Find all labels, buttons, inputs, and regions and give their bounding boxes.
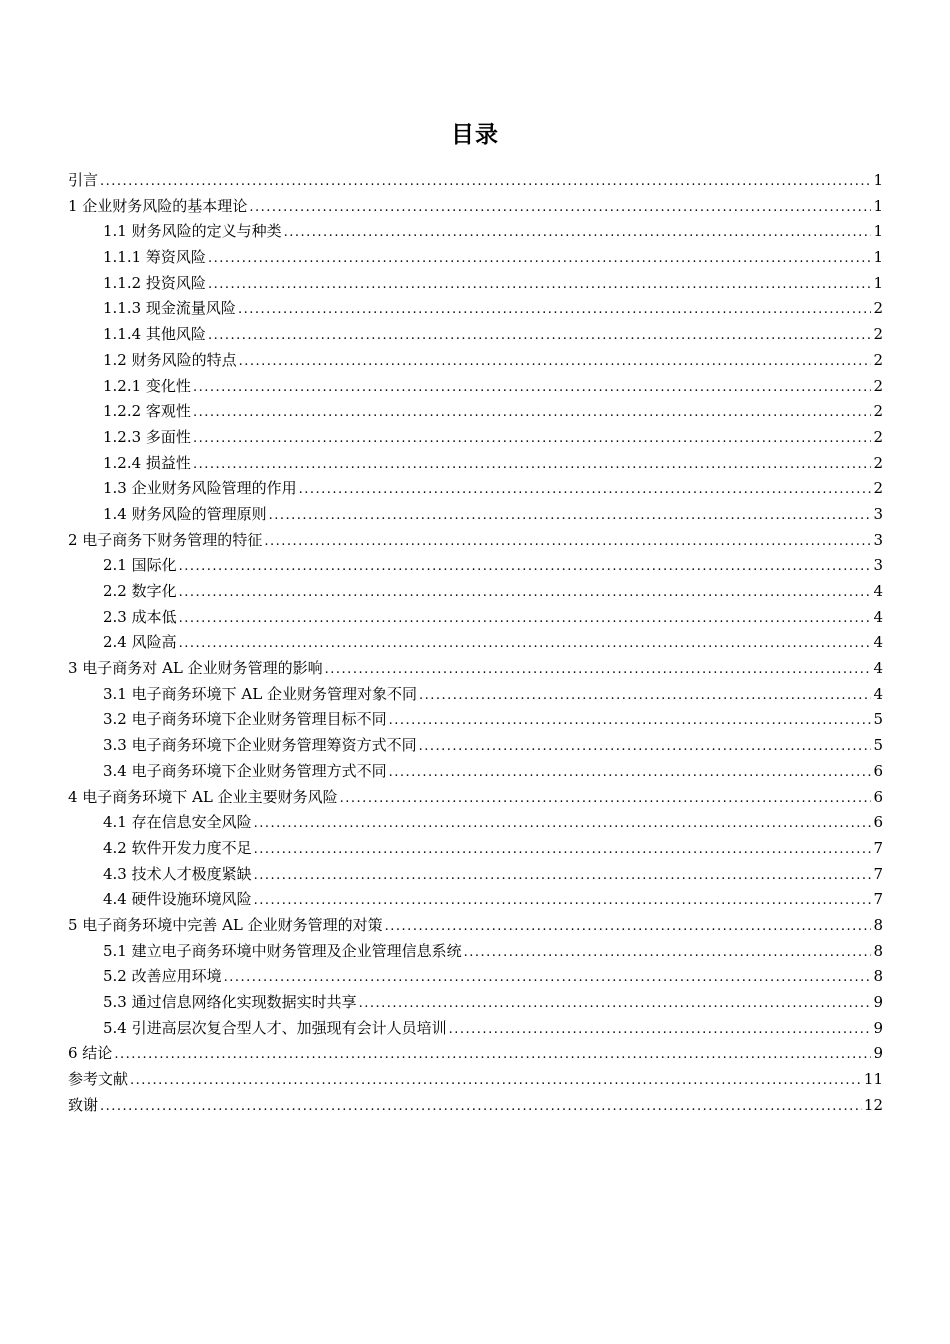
toc-dot-leader — [419, 734, 872, 760]
toc-dot-leader — [340, 786, 872, 812]
toc-dot-leader — [100, 1094, 862, 1120]
toc-dot-leader — [100, 169, 871, 195]
toc-dot-leader — [193, 400, 872, 426]
toc-entry-label: 1.2.4 损益性 — [103, 453, 191, 472]
toc-dot-leader — [239, 349, 872, 375]
toc-entry-label: 4 电子商务环境下 AL 企业主要财务风险 — [68, 787, 338, 806]
toc-entry[interactable] — [68, 219, 883, 245]
toc-entry[interactable] — [68, 194, 883, 220]
toc-dot-leader — [254, 863, 872, 889]
toc-entry-page: 9 — [873, 1018, 883, 1037]
toc-entry[interactable] — [68, 1067, 883, 1093]
toc-entry-page: 1 — [873, 222, 883, 241]
toc-entry-label: 引言 — [68, 171, 99, 189]
toc-entry[interactable] — [68, 605, 883, 631]
toc-entry[interactable] — [68, 528, 883, 554]
toc-entry[interactable] — [68, 836, 883, 862]
toc-dot-leader — [389, 760, 872, 786]
toc-entry[interactable] — [68, 1041, 883, 1067]
toc-dot-leader — [264, 529, 871, 555]
toc-entry-label: 5.3 通过信息网络化实现数据实时共享 — [103, 993, 357, 1011]
toc-entry-page: 1 — [873, 196, 883, 215]
toc-entry[interactable] — [68, 1016, 883, 1042]
toc-entry-label: 2 电子商务下财务管理的特征 — [68, 530, 263, 549]
toc-list — [68, 168, 883, 1118]
toc-entry-label: 5.4 引进高层次复合型人才、加强现有会计人员培训 — [103, 1018, 447, 1037]
toc-entry[interactable] — [68, 682, 883, 708]
toc-entry-page: 9 — [873, 1044, 883, 1063]
toc-entry-page: 2 — [873, 453, 883, 472]
toc-entry-page: 1 — [873, 171, 883, 189]
toc-dot-leader — [254, 888, 872, 914]
toc-dot-leader — [238, 297, 872, 323]
toc-dot-leader — [254, 811, 872, 837]
toc-entry-page: 4 — [873, 607, 883, 626]
page-title: 目录 — [451, 122, 499, 148]
toc-entry-label: 3 电子商务对 AL 企业财务管理的影响 — [68, 659, 323, 678]
toc-entry[interactable] — [68, 476, 883, 502]
toc-entry-label: 1.1.2 投资风险 — [103, 273, 206, 292]
toc-entry-label: 4.2 软件开发力度不足 — [103, 838, 252, 857]
toc-dot-leader — [193, 375, 872, 401]
toc-entry-label: 1.1.4 其他风险 — [103, 325, 206, 344]
toc-entry[interactable] — [68, 451, 883, 477]
toc-entry-label: 2.4 风险高 — [103, 633, 177, 652]
toc-entry-page: 2 — [873, 376, 883, 395]
toc-entry[interactable] — [68, 1093, 883, 1119]
toc-entry[interactable] — [68, 296, 883, 322]
toc-entry[interactable] — [68, 862, 883, 888]
toc-entry[interactable] — [68, 399, 883, 425]
toc-dot-leader — [179, 554, 872, 580]
toc-entry-page: 5 — [873, 736, 883, 755]
toc-entry[interactable] — [68, 707, 883, 733]
toc-entry-label: 1.2.1 变化性 — [103, 376, 191, 395]
toc-entry-page: 5 — [873, 710, 883, 729]
toc-entry-page: 3 — [873, 504, 883, 523]
toc-entry-page: 2 — [873, 350, 883, 369]
toc-entry[interactable] — [68, 374, 883, 400]
toc-dot-leader — [224, 965, 872, 991]
toc-dot-leader — [179, 631, 872, 657]
toc-entry-label: 2.3 成本低 — [103, 607, 177, 626]
toc-entry-page: 2 — [873, 325, 883, 344]
toc-entry-label: 3.1 电子商务环境下 AL 企业财务管理对象不同 — [103, 684, 417, 703]
toc-dot-leader — [130, 1068, 862, 1094]
toc-entry-page: 6 — [873, 787, 883, 806]
toc-entry-label: 3.2 电子商务环境下企业财务管理目标不同 — [103, 710, 387, 729]
toc-entry-page: 3 — [873, 530, 883, 549]
toc-entry-page: 4 — [873, 659, 883, 678]
toc-entry-page: 2 — [873, 402, 883, 421]
toc-dot-leader — [299, 477, 872, 503]
toc-entry-page: 4 — [873, 633, 883, 652]
toc-dot-leader — [254, 837, 872, 863]
toc-entry-label: 1.1 财务风险的定义与种类 — [103, 222, 282, 241]
toc-entry-label: 6 结论 — [68, 1044, 113, 1063]
toc-entry-label: 5 电子商务环境中完善 AL 企业财务管理的对策 — [68, 915, 383, 934]
toc-entry[interactable] — [68, 630, 883, 656]
toc-dot-leader — [179, 580, 872, 606]
toc-dot-leader — [114, 1042, 871, 1068]
toc-dot-leader — [269, 503, 872, 529]
toc-entry[interactable] — [68, 271, 883, 297]
toc-entry-page: 1 — [873, 273, 883, 292]
toc-entry[interactable] — [68, 656, 883, 682]
toc-entry-label: 5.1 建立电子商务环境中财务管理及企业管理信息系统 — [103, 941, 462, 960]
toc-entry-label: 4.4 硬件设施环境风险 — [103, 890, 252, 909]
toc-entry-page: 8 — [873, 915, 883, 934]
toc-dot-leader — [179, 606, 872, 632]
toc-entry-page: 7 — [873, 890, 883, 909]
toc-entry[interactable] — [68, 939, 883, 965]
toc-entry[interactable] — [68, 425, 883, 451]
toc-dot-leader — [284, 220, 872, 246]
toc-dot-leader — [359, 991, 872, 1017]
toc-entry-page: 9 — [873, 993, 883, 1011]
toc-entry[interactable] — [68, 553, 883, 579]
toc-entry[interactable] — [68, 785, 883, 811]
toc-entry[interactable] — [68, 759, 883, 785]
toc-entry-page: 8 — [873, 967, 883, 986]
toc-entry-label: 2.1 国际化 — [103, 556, 177, 575]
toc-dot-leader — [325, 657, 872, 683]
toc-entry-label: 致谢 — [68, 1095, 99, 1114]
toc-entry-label: 5.2 改善应用环境 — [103, 967, 222, 986]
toc-entry-page: 2 — [873, 299, 883, 318]
toc-entry-label: 3.3 电子商务环境下企业财务管理筹资方式不同 — [103, 736, 417, 755]
toc-entry-page: 6 — [873, 761, 883, 780]
toc-entry[interactable] — [68, 348, 883, 374]
toc-entry-page: 8 — [873, 941, 883, 960]
toc-entry-label: 4.1 存在信息安全风险 — [103, 813, 252, 832]
toc-dot-leader — [385, 914, 872, 940]
toc-entry[interactable] — [68, 733, 883, 759]
toc-entry-label: 1.2.2 客观性 — [103, 402, 191, 421]
toc-dot-leader — [449, 1017, 872, 1043]
toc-entry[interactable] — [68, 502, 883, 528]
toc-entry[interactable] — [68, 245, 883, 271]
toc-entry[interactable] — [68, 322, 883, 348]
toc-entry[interactable] — [68, 990, 883, 1016]
toc-entry-page: 2 — [873, 427, 883, 446]
toc-entry[interactable] — [68, 913, 883, 939]
toc-entry-label: 2.2 数字化 — [103, 582, 177, 600]
toc-dot-leader — [208, 246, 872, 272]
toc-entry-label: 1.2.3 多面性 — [103, 427, 191, 446]
toc-entry-page: 1 — [873, 248, 883, 267]
toc-dot-leader — [208, 323, 872, 349]
toc-entry-label: 4.3 技术人才极度紧缺 — [103, 864, 252, 883]
toc-entry-page: 6 — [873, 813, 883, 832]
toc-entry-label: 1.4 财务风险的管理原则 — [103, 504, 267, 523]
toc-dot-leader — [208, 272, 872, 298]
toc-entry[interactable] — [68, 810, 883, 836]
toc-entry-label: 1.2 财务风险的特点 — [103, 350, 237, 369]
toc-entry-label: 1.1.3 现金流量风险 — [103, 299, 236, 318]
toc-entry-label: 1 企业财务风险的基本理论 — [68, 196, 248, 215]
toc-entry-page: 11 — [863, 1070, 883, 1089]
toc-dot-leader — [249, 195, 871, 221]
toc-dot-leader — [419, 683, 871, 709]
toc-dot-leader — [193, 426, 872, 452]
toc-entry-page: 4 — [873, 582, 883, 600]
toc-dot-leader — [193, 452, 872, 478]
toc-entry[interactable] — [68, 887, 883, 913]
toc-entry-page: 2 — [873, 479, 883, 498]
toc-entry[interactable] — [68, 168, 883, 194]
toc-entry[interactable] — [68, 579, 883, 605]
toc-entry-page: 7 — [873, 864, 883, 883]
toc-entry-page: 7 — [873, 838, 883, 857]
toc-entry-label: 1.1.1 筹资风险 — [103, 248, 206, 267]
toc-entry-label: 1.3 企业财务风险管理的作用 — [103, 479, 297, 498]
toc-dot-leader — [464, 940, 872, 966]
toc-entry-page: 3 — [873, 556, 883, 575]
toc-entry-page: 12 — [863, 1095, 883, 1114]
toc-entry[interactable] — [68, 964, 883, 990]
toc-entry-page: 4 — [873, 684, 883, 703]
toc-dot-leader — [389, 708, 872, 734]
toc-entry-label: 参考文献 — [68, 1070, 129, 1089]
toc-entry-label: 3.4 电子商务环境下企业财务管理方式不同 — [103, 761, 387, 780]
